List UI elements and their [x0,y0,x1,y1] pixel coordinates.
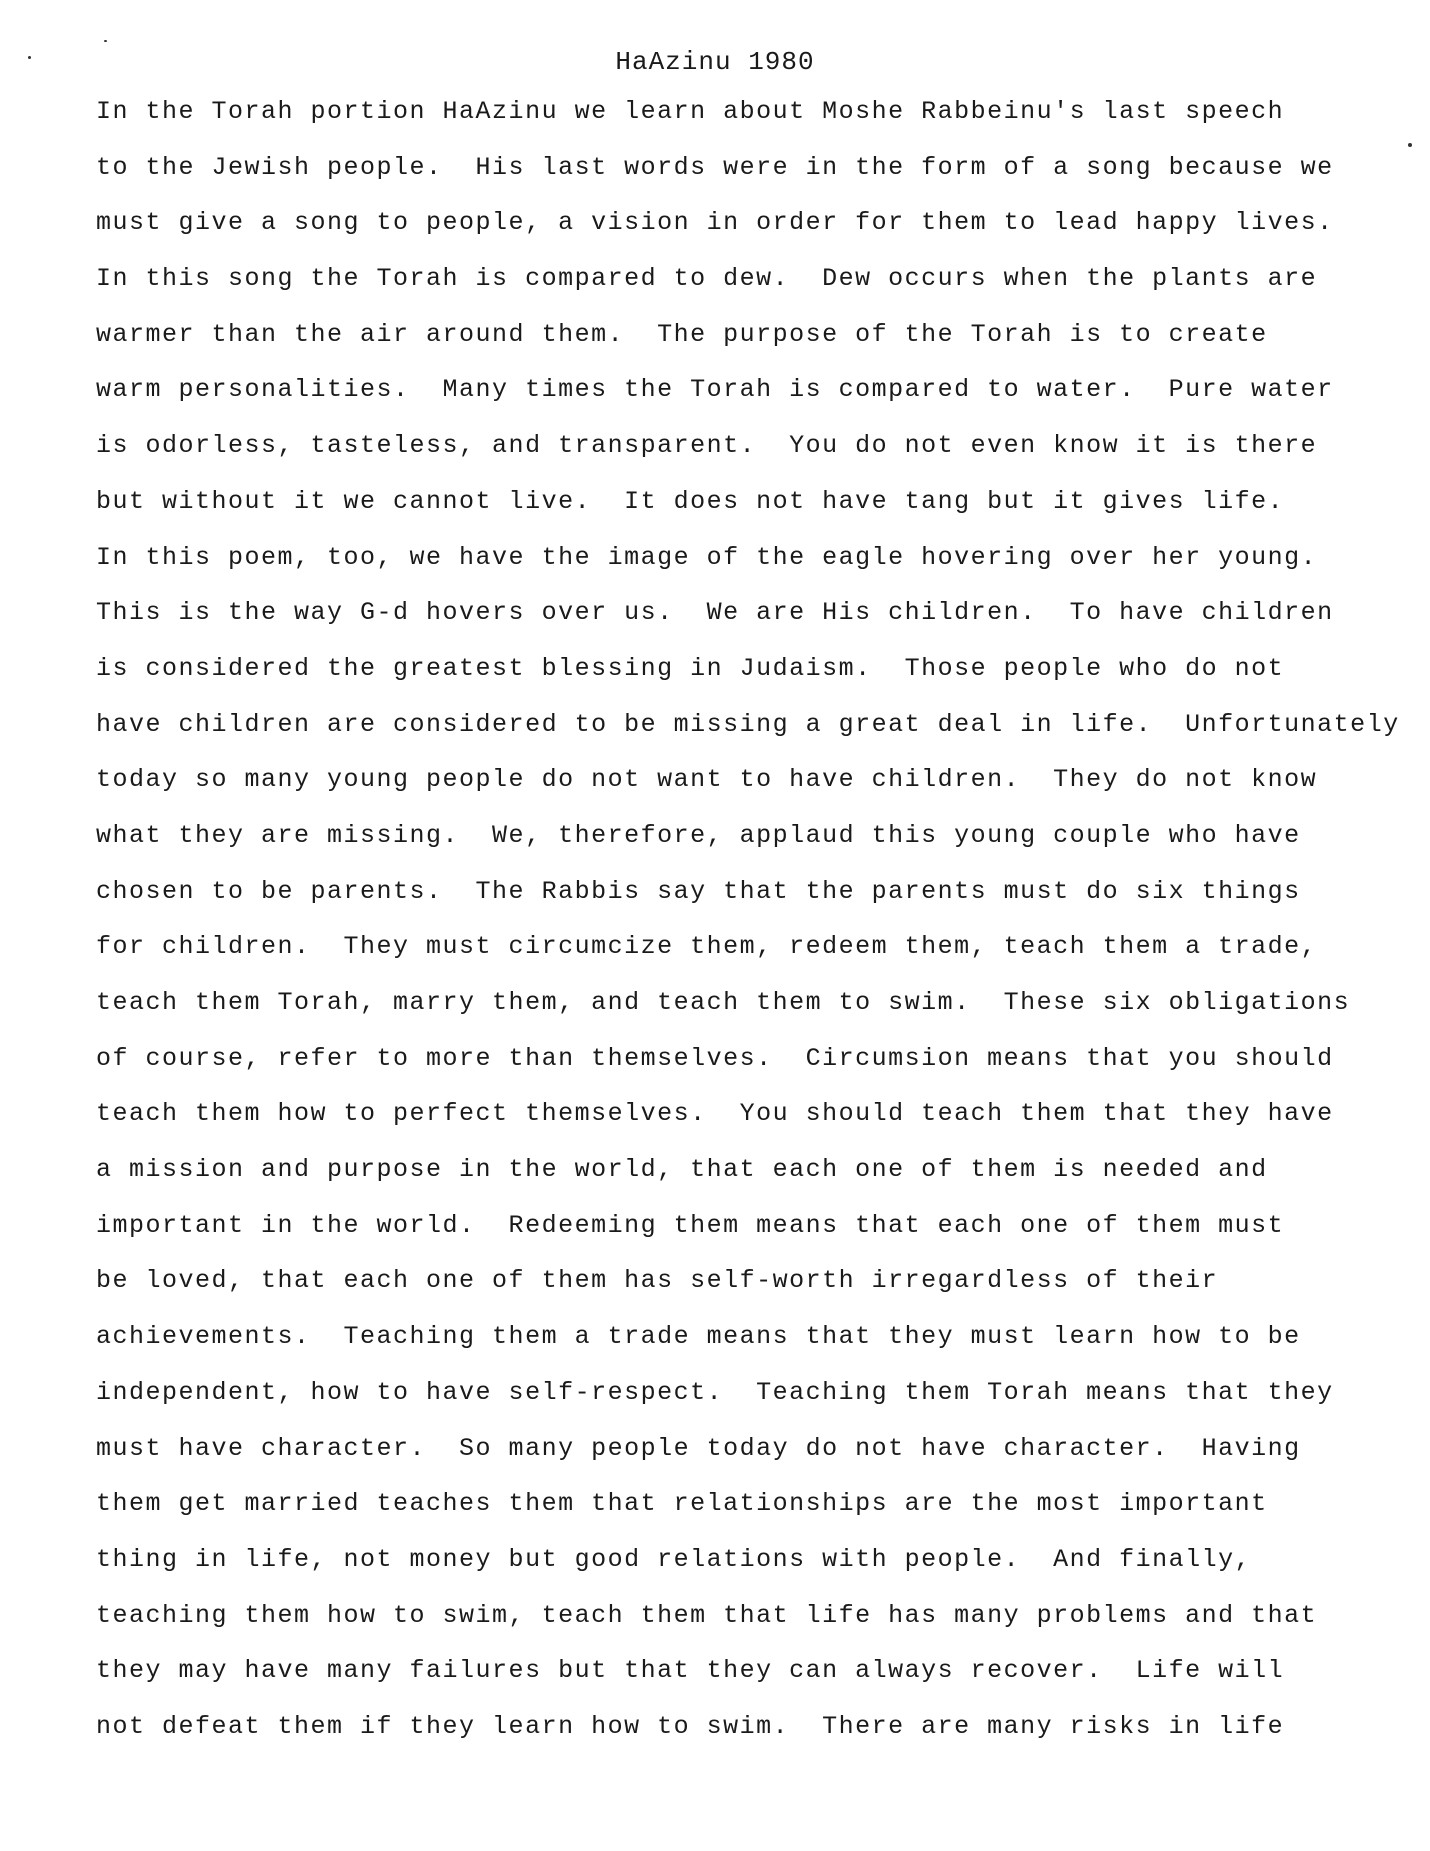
text-line: have children are considered to be missing a great deal in life. Unfortunately [96,709,1400,739]
text-line: not defeat them if they learn how to swim. There are many risks in life [96,1711,1285,1741]
text-line: must give a song to people, a vision in order for them to lead happy lives. [96,208,1334,238]
scan-speck [104,40,107,42]
text-line: teaching them how to swim, teach them that life has many problems and that [96,1600,1318,1630]
text-line: In this poem, too, we have the image of the eagle hovering over her young. [96,542,1318,572]
document-title: HaAzinu 1980 [615,47,815,77]
text-line: teach them how to perfect themselves. You should teach them that they have [96,1099,1334,1129]
text-line: be loved, that each one of them has self-worth irregardless of their [96,1266,1219,1296]
text-line: warmer than the air around them. The purpose of the Torah is to create [96,319,1268,349]
text-line: a mission and purpose in the world, that each one of them is needed and [96,1155,1268,1185]
text-line: but without it we cannot live. It does not have tang but it gives life. [96,486,1285,516]
document-body [96,96,1426,1767]
text-line: what they are missing. We, therefore, applaud this young couple who have [96,820,1301,850]
text-line: warm personalities. Many times the Torah is compared to water. Pure water [96,375,1334,405]
text-line: independent, how to have self-respect. Teaching them Torah means that they [96,1377,1334,1407]
text-line: thing in life, not money but good relations with people. And finally, [96,1544,1252,1574]
text-line: must have character. So many people today do not have character. Having [96,1433,1301,1463]
text-line: for children. They must circumcize them, redeem them, teach them a trade, [96,932,1318,962]
text-line: In this song the Torah is compared to dew. Dew occurs when the plants are [96,264,1318,294]
text-line: today so many young people do not want to have children. They do not know [96,765,1318,795]
text-line: they may have many failures but that they can always recover. Life will [96,1656,1285,1686]
text-line: important in the world. Redeeming them means that each one of them must [96,1210,1285,1240]
text-line: is considered the greatest blessing in Judaism. Those people who do not [96,653,1285,683]
text-line: is odorless, tasteless, and transparent. You do not even know it is there [96,431,1318,461]
text-line: them get married teaches them that relationships are the most important [96,1489,1268,1519]
text-line: teach them Torah, marry them, and teach them to swim. These six obligations [96,988,1351,1017]
text-line: achievements. Teaching them a trade means that they must learn how to be [96,1322,1301,1352]
text-line: of course, refer to more than themselves. Circumsion means that you should [96,1043,1334,1073]
text-line: This is the way G-d hovers over us. We are His children. To have children [96,598,1334,628]
text-line: In the Torah portion HaAzinu we learn about Moshe Rabbeinu's last speech [96,97,1285,126]
text-line: chosen to be parents. The Rabbis say that the parents must do six things [96,876,1301,906]
text-line: to the Jewish people. His last words were in the form of a song because we [96,152,1334,182]
